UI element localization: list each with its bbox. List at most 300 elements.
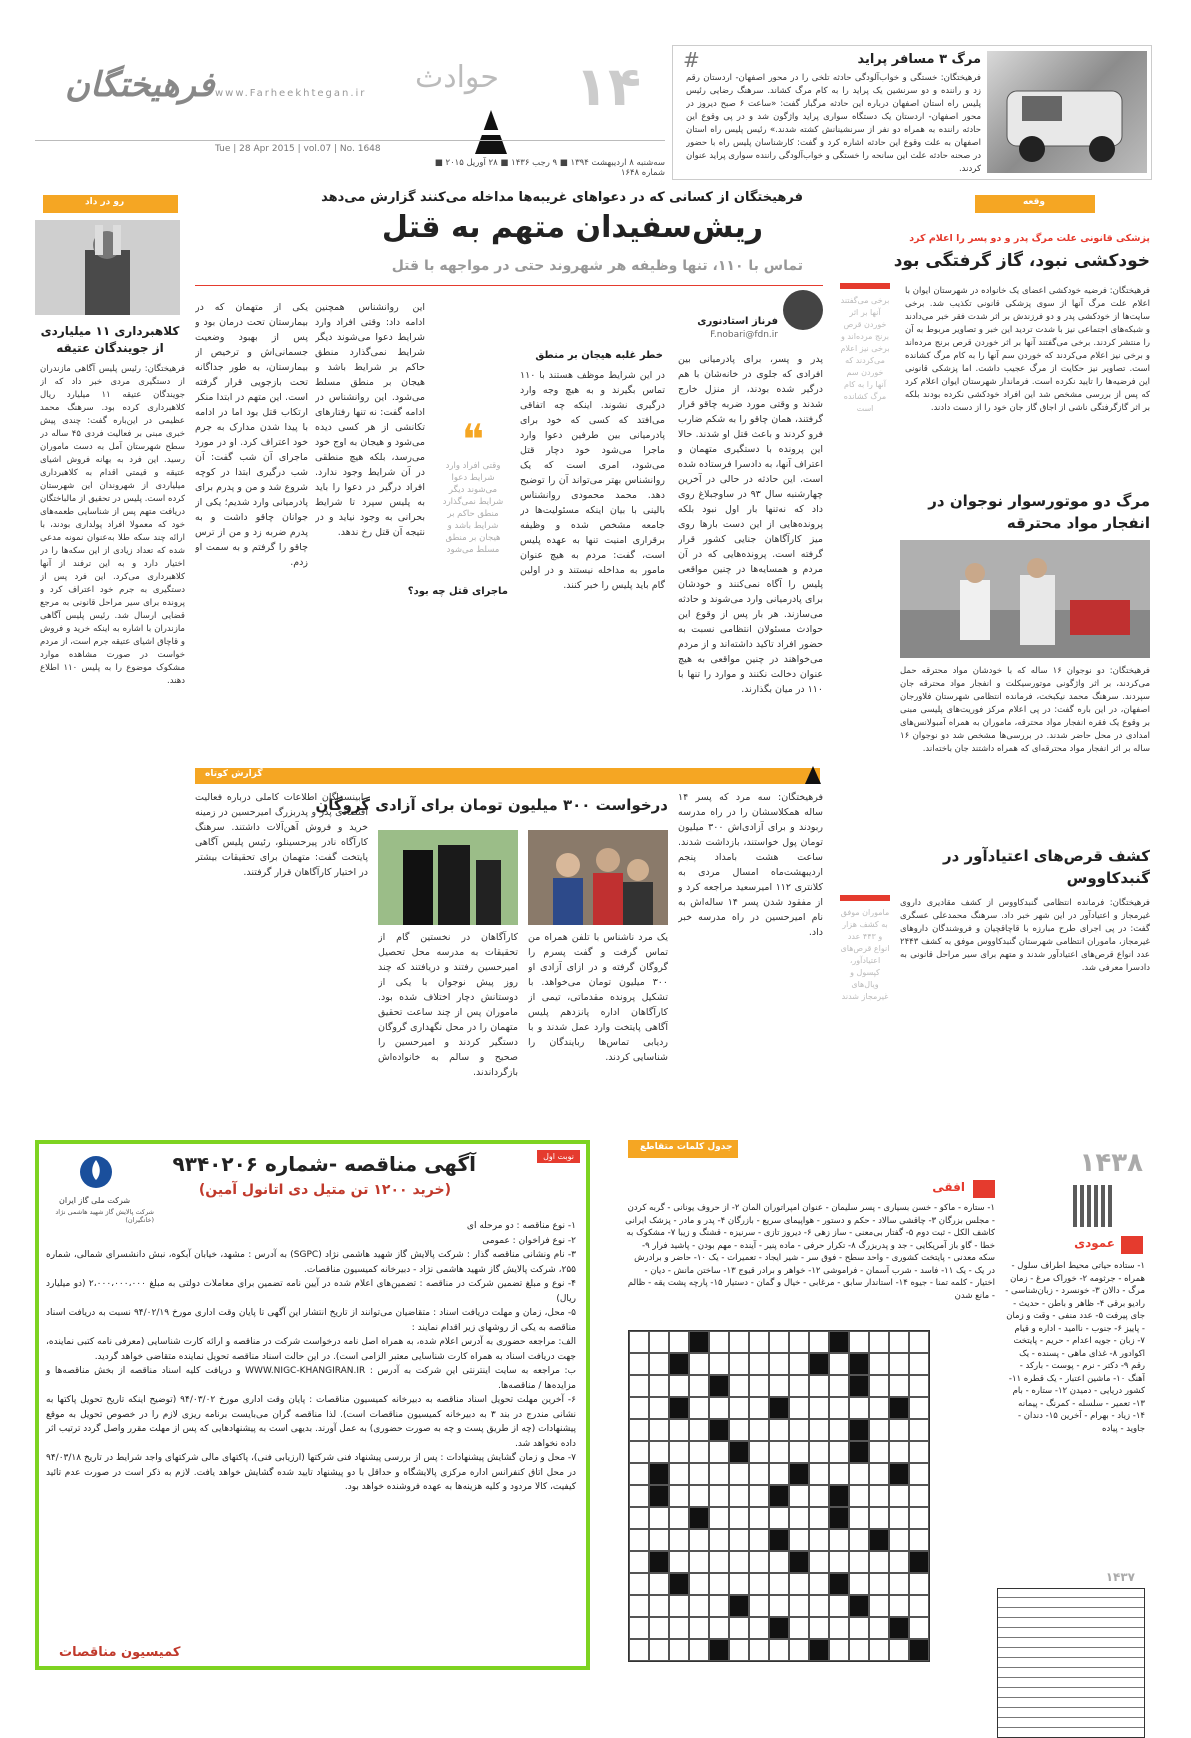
ad-title[interactable]: آگهی مناقصه -شماره ۹۳۴۰۲۰۶ [172, 1152, 476, 1176]
grid-cell[interactable] [709, 1397, 729, 1419]
grid-cell[interactable] [729, 1485, 749, 1507]
grid-cell[interactable] [829, 1419, 849, 1441]
grid-cell[interactable] [689, 1353, 709, 1375]
grid-cell[interactable] [829, 1529, 849, 1551]
tender-ad [35, 1140, 590, 1670]
ad-line: ۱- نوع مناقصه : دو مرحله ای [466, 1221, 576, 1231]
grid-cell[interactable] [649, 1375, 669, 1397]
grid-cell[interactable] [889, 1353, 909, 1375]
grid-cell[interactable] [629, 1441, 649, 1463]
grid-cell[interactable] [709, 1419, 729, 1441]
grid-cell[interactable] [749, 1331, 769, 1353]
grid-cell[interactable] [849, 1573, 869, 1595]
grid-cell[interactable] [729, 1573, 749, 1595]
grid-cell[interactable] [649, 1595, 669, 1617]
grid-cell[interactable] [669, 1375, 689, 1397]
main-column-1: پدر و پسر، برای پادرمیانی بین افرادی که جلوی در خانه‌شان با هم درگیر شده بودند، از منزل خارج شدند و وقتی مورد ضربه چاقو قرار گرفتند، همان چاقو را به شکم ضارب فرو کردند و باعث قتل او شدند. حالا این پرونده با دستگیری متهمان و اعتراف آنها، به دادسرا فرستاده شده است. این حادثه در حالی در آخرین چهارشنبه سال ۹۳ در ساوجبلاغ روی داد که نه‌تنها بار اول نبود بلکه پرونده‌هایی از این دست بارها روی میز کارآگاهان جنایی کشور قرار گرفته است. پرونده‌هایی که در آن مردم و همسایه‌ها در چنین مواقعی پلیس را آگاه نمی‌کنند و خودشان برای پادرمیانی وارد می‌شوند و حادثه می‌سازند. هر بار پس از وقوع این حوادث مسئولان انتظامی نسبت به حضور افراد تاکید داشته‌اند و از مردم می‌خواهند در چنین مواقعی به هیچ عنوان دخالت نکنند و موارد را تنها با ۱۱۰ در میان بگذارند. [678, 354, 823, 695]
grid-cell[interactable] [869, 1617, 889, 1639]
grid-cell[interactable] [709, 1463, 729, 1485]
hash-icon: # [683, 48, 700, 72]
grid-cell[interactable] [889, 1419, 909, 1441]
grid-cell[interactable] [769, 1507, 789, 1529]
grid-cell[interactable] [849, 1419, 869, 1441]
grid-cell[interactable] [829, 1463, 849, 1485]
grid-cell[interactable] [749, 1419, 769, 1441]
grid-cell[interactable] [649, 1529, 669, 1551]
grid-cell[interactable] [629, 1463, 649, 1485]
grid-cell[interactable] [669, 1353, 689, 1375]
grid-cell[interactable] [749, 1617, 769, 1639]
grid-cell[interactable] [909, 1595, 929, 1617]
grid-cell[interactable] [909, 1529, 929, 1551]
grid-cell[interactable] [889, 1639, 909, 1661]
right3-aside: ماموران موفق به کشف هزار و ۴۴۳ عدد انواع قرص‌های اعتیادآور، کپسول و ویال‌های غیرمجاز شدند [840, 908, 890, 1001]
grid-cell[interactable] [809, 1353, 829, 1375]
grid-cell[interactable] [709, 1639, 729, 1661]
grid-cell[interactable] [869, 1573, 889, 1595]
grid-cell[interactable] [809, 1397, 829, 1419]
firework-accident-photo [900, 540, 1150, 658]
grid-cell[interactable] [709, 1529, 729, 1551]
grid-cell[interactable] [689, 1573, 709, 1595]
grid-cell[interactable] [789, 1397, 809, 1419]
crossword-grid[interactable] [628, 1330, 930, 1662]
right1-body: فرهیختگان: فرضیه خودکشی اعضای یک خانواده در شهرستان ایوان با اعلام علت مرگ آنها از سوی پزشکی قانونی تکذیب شد. برخی سایت‌ها از خودکشی پدر و دو فرزندش بر اثر شدت فقر خبر می‌دادند و شبکه‌های اجتماعی نیز با شدت تردید این خبر و تصاویر مربوط به آن را منتشر کردند. برخی می‌گفتند آنها بر اثر خوردن قرص برنج مرده‌اند و برخی نیز اعلام می‌کردند که خوردن سم آنها را به کام مرگ کشانده است. تصاویر نیز حکایت از مرگ عجیب داشت. اما پزشکی قانونی این فرضیه‌ها را تایید نکرده است. فرماندار شهرستان ایوان اعلام کرد که پس از بررسی مشخص شد این افراد خودکشی نکرده بودند بلکه بر اثر گازگرفتگی ناشی از اجاق گاز جان خود را از دست دادند. [905, 286, 1150, 413]
quote-text: وقتی افراد وارد شرایط دعوا می‌شوند دیگر شرایط نمی‌گذارد منطق حاکم بر شرایط باشد و هیجان بر منطق مسلط می‌شود [442, 461, 504, 555]
grid-cell[interactable] [909, 1639, 929, 1661]
grid-cell[interactable] [829, 1617, 849, 1639]
grid-cell[interactable] [709, 1573, 729, 1595]
grid-cell[interactable] [809, 1485, 829, 1507]
grid-cell[interactable] [749, 1397, 769, 1419]
grid-cell[interactable] [669, 1507, 689, 1529]
ad-footer: کمیسیون مناقصات [59, 1645, 181, 1660]
top-news-title[interactable]: مرگ ۳ مسافر پراید [857, 52, 981, 67]
grid-cell[interactable] [889, 1551, 909, 1573]
grid-cell[interactable] [889, 1441, 909, 1463]
right-section-label: وقعه [1022, 197, 1045, 207]
date-persian: سه‌شنبه ۸ اردیبهشت ۱۳۹۴ ■ ۹ رجب ۱۴۳۶ ■ ۲۸ آوریل ۲۰۱۵ ■ شماره ۱۶۴۸ [434, 158, 665, 178]
kidnap-body-4: رابینسداگان اطلاعات کاملی درباره فعالیت اقتصادی پدر و پدربزرگ امیرحسین در زمینه خرید و فروش آهن‌آلات داشتند. سرهنگ کارآگاه نادر پیرحسینلو، رئیس پلیس آگاهی پایتخت گفت: متهمان برای تحقیقات بیشتر در اختیار کارآگاهان قرار گرفتند. [195, 792, 368, 878]
page-number: ۱۴ [575, 55, 641, 118]
grid-cell[interactable] [809, 1507, 829, 1529]
grid-cell[interactable] [869, 1397, 889, 1419]
right-column [835, 195, 1155, 1115]
grid-cell[interactable] [709, 1551, 729, 1573]
grid-cell[interactable] [809, 1573, 829, 1595]
crossword-label: جدول کلمات متقاطع [640, 1142, 733, 1152]
ad-line: ۳- نام ونشانی مناقصه گذار : شرکت پالایش گاز شهید هاشمی نژاد (SGPC) به آدرس : مشهد، خیابان آبکوه، نبش دانشسرای شمالی، شماره ۲۵۵، شرکت پالایش گاز شهید هاشمی نژاد - دبیرخانه کمیسیون مناقصات. [46, 1250, 576, 1275]
grid-cell[interactable] [889, 1375, 909, 1397]
top-news-body: فرهیختگان: خستگی و خواب‌آلودگی حادثه تلخی را در محور اصفهان- اردستان رقم زد و راننده و دو سرنشین یک پراید را به کام مرگ کشاند. سرهنگ رضایی رئیس پلیس راه استان اصفهان درباره این حادثه مرگبار گفت: «ساعت ۶ صبح دیروز در محور اصفهان- اردستان یک دستگاه سواری پراید واژگون شد و در پی وقوع این حادثه راننده به همراه دو نفر از سرنشینانش کشته شدند.» رئیس پلیس راه استان اصفهان به علت وقوع این حادثه اشاره کرد و گفت: کارشناسان پلیس راه با حضور در صحنه حادثه علت این سانحه را خستگی و خواب‌آلودگی راننده سواری پراید عنوان کردند. [686, 73, 981, 174]
grid-cell[interactable] [849, 1331, 869, 1353]
kidnap-title[interactable]: درخواست ۳۰۰ میلیون تومان برای آزادی گروگان [315, 796, 668, 814]
grid-cell[interactable] [829, 1595, 849, 1617]
newspaper-logo[interactable]: فرهیختگان [65, 65, 215, 105]
grid-cell[interactable] [809, 1441, 829, 1463]
antiques-column [35, 195, 185, 1095]
grid-cell[interactable] [909, 1485, 929, 1507]
grid-cell[interactable] [869, 1595, 889, 1617]
right2-body: فرهیختگان: دو نوجوان ۱۶ ساله که با خودشان مواد محترقه حمل می‌کردند، بر اثر واژگونی موتورسیکلت و انفجار مواد محترقه جان سپردند. سرهنگ محمد نیکبخت، فرمانده انتظامی شهرستان فلاورجان اصفهان، در این باره گفت: در پی اعلام مرکز فوریت‌های پلیسی مبنی بر وقوع یک فقره انفجار مواد محترقه، ماموران به همراه آمبولانس‌های امدادی در محل حاضر شدند. در بررسی‌ها مشخص شد دو نوجوان ۱۶ ساله بر اثر انفجار مواد محترقه‌ای که همراه داشتند جان باخته‌اند. [900, 666, 1150, 754]
grid-cell[interactable] [709, 1617, 729, 1639]
grid-cell[interactable] [869, 1353, 889, 1375]
grid-cell[interactable] [829, 1573, 849, 1595]
main-subtitle: تماس با ۱۱۰، تنها وظیفه هر شهروند حتی در مواجهه با قتل [391, 258, 803, 274]
grid-cell[interactable] [629, 1331, 649, 1353]
grid-cell[interactable] [749, 1595, 769, 1617]
grid-cell[interactable] [789, 1419, 809, 1441]
grid-cell[interactable] [689, 1441, 709, 1463]
grid-cell[interactable] [649, 1353, 669, 1375]
grid-cell[interactable] [909, 1331, 929, 1353]
grid-cell[interactable] [769, 1617, 789, 1639]
grid-cell[interactable] [809, 1595, 829, 1617]
grid-cell[interactable] [629, 1353, 649, 1375]
grid-cell[interactable] [849, 1551, 869, 1573]
main-column-4: یکی از متهمان که در بیمارستان تحت درمان بود و پس از بهبود وضعیت جسمانی‌اش و ترخیص از بیمارستان، به طور جداگانه تحت بازجویی قرار گرفته است. این متهم در ابتدا منکر ارتکاب قتل بود اما در ادامه با پیدا شدن مدارک به جرم خود اعتراف کرد. او در مورد ماجرای آن شب گفت: آن شب درگیری ابتدا در کوچه شروع شد و من و پدرم برای پادرمیانی وارد شدیم؛ یکی از جوانان چاقو داشت و به پدرم ضربه زد و من از ترس چاقو را گرفتم و به سمت او زدم. [195, 302, 308, 568]
grid-cell[interactable] [749, 1375, 769, 1397]
grid-cell[interactable] [769, 1375, 789, 1397]
grid-cell[interactable] [909, 1507, 929, 1529]
grid-cell[interactable] [769, 1419, 789, 1441]
grid-cell[interactable] [649, 1397, 669, 1419]
grid-cell[interactable] [749, 1485, 769, 1507]
ad-line: ۶- آخرین مهلت تحویل اسناد مناقصه به دبیرخانه کمیسیون مناقصات : پایان وقت اداری مورخ ۹۴/۰۳/۰۲ (توضیح اینکه تاریخ تحویل پاکتها به نشانی مندرج در بند ۳ به دبیرخانه کمیسیون مناقصات است). لذا مناقصه گران می‌بایست برنامه ریزی لازم را در خصوص تحویل به موقع پیشنهادات (چه از طریق پست و چه به صورت حضوری) به عمل آورند. بدیهی است به پیشنهادهایی که پس از مهلت مقرر واصل گردد ترتیب اثر داده نخواهد شد. [46, 1395, 576, 1449]
grid-cell[interactable] [769, 1551, 789, 1573]
cone-icon-small [805, 766, 821, 784]
grid-cell[interactable] [789, 1595, 809, 1617]
grid-cell[interactable] [869, 1551, 889, 1573]
grid-cell[interactable] [829, 1397, 849, 1419]
grid-cell[interactable] [809, 1617, 829, 1639]
grid-cell[interactable] [849, 1639, 869, 1661]
grid-cell[interactable] [729, 1617, 749, 1639]
grid-cell[interactable] [829, 1507, 849, 1529]
grid-cell[interactable] [849, 1397, 869, 1419]
grid-cell[interactable] [629, 1507, 649, 1529]
grid-cell[interactable] [869, 1375, 889, 1397]
grid-cell[interactable] [689, 1419, 709, 1441]
grid-cell[interactable] [769, 1441, 789, 1463]
grid-cell[interactable] [849, 1441, 869, 1463]
across-label: افقی [932, 1180, 965, 1194]
subhead-2: ماجرای قتل چه بود؟ [407, 586, 508, 597]
grid-cell[interactable] [729, 1529, 749, 1551]
grid-cell[interactable] [849, 1375, 869, 1397]
grid-cell[interactable] [869, 1463, 889, 1485]
grid-cell[interactable] [889, 1507, 909, 1529]
grid-cell[interactable] [729, 1441, 749, 1463]
grid-cell[interactable] [709, 1441, 729, 1463]
grid-cell[interactable] [909, 1617, 929, 1639]
grid-cell[interactable] [629, 1485, 649, 1507]
grid-cell[interactable] [809, 1639, 829, 1661]
down-label: عمودی [1074, 1236, 1115, 1250]
grid-cell[interactable] [709, 1595, 729, 1617]
main-column-3: این روانشناس همچنین ادامه داد: وقتی افراد وارد شرایط دعوا می‌شوند دیگر شرایط نمی‌گذارد منطق حاکم بر شرایط باشد و هیجان بر منطق مسلط می‌شود. این روانشناس در ادامه گفت: نه تنها رفتارهای تکانشی از هر کسی دیده می‌شود و هیجان به اوج خود می‌رسد، بلکه هیچ منطقی در آن شرایط وجود ندارد. افراد درگیر در دعوا را باید به پلیس سپرد تا شرایط بحرانی به وجود نیاید و در نتیجه آن قتل رخ ندهد. [315, 302, 425, 538]
grid-cell[interactable] [769, 1573, 789, 1595]
grid-cell[interactable] [689, 1331, 709, 1353]
kidnap-photo-2 [378, 830, 518, 925]
grid-cell[interactable] [649, 1331, 669, 1353]
date-english: Tue | 28 Apr 2015 | vol.07 | No. 1648 [215, 144, 381, 154]
grid-cell[interactable] [869, 1331, 889, 1353]
grid-cell[interactable] [709, 1331, 729, 1353]
grid-cell[interactable] [809, 1375, 829, 1397]
grid-cell[interactable] [629, 1529, 649, 1551]
grid-cell[interactable] [649, 1441, 669, 1463]
grid-cell[interactable] [789, 1441, 809, 1463]
grid-cell[interactable] [829, 1639, 849, 1661]
grid-cell[interactable] [629, 1419, 649, 1441]
grid-cell[interactable] [849, 1353, 869, 1375]
gas-company-logo [57, 1152, 135, 1194]
grid-cell[interactable] [849, 1507, 869, 1529]
grid-cell[interactable] [789, 1529, 809, 1551]
kidnap-story [195, 790, 823, 1110]
grid-cell[interactable] [809, 1463, 829, 1485]
grid-cell[interactable] [629, 1639, 649, 1661]
grid-cell[interactable] [789, 1507, 809, 1529]
grid-cell[interactable] [749, 1441, 769, 1463]
grid-cell[interactable] [829, 1331, 849, 1353]
grid-cell[interactable] [889, 1463, 909, 1485]
grid-cell[interactable] [689, 1529, 709, 1551]
main-story [195, 190, 823, 760]
grid-cell[interactable] [709, 1485, 729, 1507]
grid-cell[interactable] [629, 1551, 649, 1573]
grid-cell[interactable] [729, 1507, 749, 1529]
grid-cell[interactable] [849, 1595, 869, 1617]
grid-cell[interactable] [729, 1595, 749, 1617]
right3-body: فرهیختگان: فرمانده انتظامی گنبدکاووس از کشف مقادیری داروی غیرمجاز و اعتیادآور در این شهر خبر داد. سرهنگ محمدعلی عسگری گفت: در پی اجرای طرح مبارزه با قاچاقچیان و فروشندگان داروهای غیرمجاز، ماموران انتظامی شهرستان گنبدکاووس موفق به کشف ۲۴۴۳ عدد انواع قرص‌های اعتیادآور شدند و متهم برای سیر مراحل قانونی به دادسرا معرفی شد. [900, 898, 1150, 973]
grid-cell[interactable] [689, 1551, 709, 1573]
grid-cell[interactable] [829, 1375, 849, 1397]
grid-cell[interactable] [629, 1573, 649, 1595]
grid-cell[interactable] [789, 1551, 809, 1573]
right3-title[interactable]: کشف قرص‌های اعتیادآور در گنبدکاووس [942, 847, 1150, 887]
grid-cell[interactable] [769, 1639, 789, 1661]
grid-cell[interactable] [689, 1397, 709, 1419]
grid-cell[interactable] [849, 1617, 869, 1639]
grid-cell[interactable] [689, 1617, 709, 1639]
main-column-2: در این شرایط موظف هستند با ۱۱۰ تماس بگیرند و به هیچ وجه وارد درگیری نشوند. اینکه چه اتفاقی می‌افتد که کسی که خود برای پادرمیانی بین طرفین دعوا وارد ماجرا می‌شود خود دچار قتل می‌شود، امری است که یک روانشناس بهتر می‌تواند آن را توضیح دهد. محمد محمودی روانشناس بالینی با بیان اینکه مسئولیت‌ها در جامعه مشخص شده و وظیفه برقراری امنیت تنها به عهده پلیس است، گفت: مردم به هیچ عنوان مامور به مداخله نیستند و در اولین گام باید پلیس را خبر کنند. [520, 370, 665, 591]
grid-cell[interactable] [729, 1639, 749, 1661]
grid-cell[interactable] [809, 1331, 829, 1353]
grid-cell[interactable] [669, 1573, 689, 1595]
grid-cell[interactable] [829, 1551, 849, 1573]
grid-cell[interactable] [769, 1397, 789, 1419]
grid-cell[interactable] [789, 1639, 809, 1661]
grid-cell[interactable] [749, 1639, 769, 1661]
grid-cell[interactable] [769, 1529, 789, 1551]
ad-line[interactable]: ب: مراجعه به سایت اینترنتی این شرکت به آدرس : WWW.NIGC-KHANGIRAN.IR و دریافت کلیه اسناد مناقصه از بخش مناقصه‌ها و مزایده‌ها / مناقصه‌ها. [46, 1366, 576, 1391]
main-headline[interactable]: ریش‌سفیدان متهم به قتل [381, 210, 763, 245]
pull-quote [438, 415, 508, 555]
grid-cell[interactable] [629, 1617, 649, 1639]
grid-cell[interactable] [789, 1375, 809, 1397]
grid-cell[interactable] [629, 1397, 649, 1419]
grid-cell[interactable] [909, 1375, 929, 1397]
author-email[interactable]: F.nobari@fdn.ir [710, 330, 778, 340]
grid-cell[interactable] [669, 1441, 689, 1463]
grid-cell[interactable] [889, 1331, 909, 1353]
grid-cell[interactable] [809, 1529, 829, 1551]
right2-title[interactable]: مرگ دو موتورسوار نوجوان در انفجار مواد محترقه [928, 492, 1150, 532]
across-clues: ۱- ستاره - ماکو - خسن بسیاری - پسر سلیمان - عنوان امپراتوران المان ۲- از حروف یونانی - گربه کردن - مجلس بزرگان ۳- چاقشی سالاد - حکم و دستور - هواپیمای سریع - بازرگان ۴- پدر و مادر - پزشک ایرانی کاشف الکل - ثبت دوم ۵- گفتار بی‌معنی - ساز زهی ۶- دیروز تازی - سرنیزه - قشنگ و زیبا ۷- مشکوک به خطا - گاو باز آمریکایی - جد و پدربزرگ ۸- تکرار حرفی - ماده پنیر - آینده - مهم بودن - پاشید فرار ۹- سکه معدنی - پایتخت کشوری - واحد سطح - فوق سر - شیر ایجاد - تعمیرات - یک ۱۰- حاضر و برادرش در یک - یک ۱۱- فاسد - شرب آسمان - فراموشی ۱۲- خواهر و برادر قیوج ۱۳- ساختن مانش - دیان - اختیار - کلمه تمنا - جیوه ۱۴- استاندار سابق - مرغابی - خیال و گمان - دستیار ۱۵- پارچه پشت یقه - ظالم - مانع شدن [625, 1203, 995, 1301]
handcuff-photo [35, 220, 180, 315]
grid-cell[interactable] [889, 1529, 909, 1551]
grid-cell[interactable] [669, 1551, 689, 1573]
grid-cell[interactable] [869, 1529, 889, 1551]
grid-cell[interactable] [849, 1463, 869, 1485]
short-report-bar [195, 768, 820, 784]
grid-cell[interactable] [789, 1353, 809, 1375]
car-crash-photo [987, 51, 1147, 173]
grid-cell[interactable] [669, 1617, 689, 1639]
grid-cell[interactable] [829, 1441, 849, 1463]
grid-cell[interactable] [909, 1419, 929, 1441]
antiques-title[interactable]: کلاهبرداری ۱۱ میلیاردی از جویندگان عتیقه [40, 324, 180, 355]
grid-cell[interactable] [709, 1375, 729, 1397]
ad-line: ۷- محل و زمان گشایش پیشنهادات : پس از بررسی پیشنهاد فنی شرکتها (ارزیابی فنی)، پاکتهای مالی شرکتهای واجد شرایط در تاریخ ۹۴/۰۳/۱۸ در محل اتاق کنفرانس اداره مرکزی پالایشگاه و حداقل با دو پیشنهاد تایید شده گشایش خواهد یافت. لازم به ذکر است در صورت عدم تائید کیفیت، کالا مردود و کلیه هزینه‌ها به عهده فروشنده خواهد بود. [46, 1453, 576, 1492]
grid-cell[interactable] [729, 1463, 749, 1485]
grid-cell[interactable] [889, 1595, 909, 1617]
right1-title[interactable]: خودکشی نبود، گاز گرفتگی بود [893, 251, 1150, 271]
grid-cell[interactable] [809, 1419, 829, 1441]
grid-cell[interactable] [749, 1573, 769, 1595]
ad-line: ۵- محل، زمان و مهلت دریافت اسناد : متقاضیان می‌توانند از تاریخ انتشار این آگهی تا پایان وقت اداری مورخ ۹۴/۰۲/۱۹ نسبت به دریافت اسناد مناقصه به یکی از روشهای زیر اقدام نمایند : [46, 1308, 576, 1333]
grid-cell[interactable] [689, 1375, 709, 1397]
ad-lines [46, 1219, 576, 1495]
grid-cell[interactable] [809, 1551, 829, 1573]
grid-cell[interactable] [689, 1463, 709, 1485]
grid-cell[interactable] [889, 1397, 909, 1419]
previous-solution-grid [997, 1588, 1145, 1738]
grid-cell[interactable] [669, 1639, 689, 1661]
grid-cell[interactable] [789, 1617, 809, 1639]
grid-cell[interactable] [669, 1529, 689, 1551]
crossword [600, 1140, 1155, 1670]
grid-cell[interactable] [869, 1419, 889, 1441]
grid-cell[interactable] [649, 1485, 669, 1507]
grid-cell[interactable] [909, 1573, 929, 1595]
grid-cell[interactable] [789, 1573, 809, 1595]
qr-code[interactable] [1073, 1185, 1115, 1227]
grid-cell[interactable] [689, 1595, 709, 1617]
company-name: شرکت ملی گاز ایران [59, 1196, 131, 1205]
grid-cell[interactable] [729, 1375, 749, 1397]
grid-cell[interactable] [869, 1441, 889, 1463]
grid-cell[interactable] [869, 1507, 889, 1529]
grid-cell[interactable] [669, 1331, 689, 1353]
grid-cell[interactable] [729, 1331, 749, 1353]
section-label: رو در داد [85, 197, 125, 207]
grid-cell[interactable] [909, 1441, 929, 1463]
section-title: حوادث [415, 60, 499, 95]
grid-cell[interactable] [889, 1617, 909, 1639]
grid-cell[interactable] [909, 1551, 929, 1573]
grid-cell[interactable] [829, 1485, 849, 1507]
grid-cell[interactable] [769, 1353, 789, 1375]
crossword-number: ۱۴۳۸ [1079, 1148, 1143, 1178]
grid-cell[interactable] [729, 1353, 749, 1375]
kidnap-body-1: فرهیختگان: سه مرد که پسر ۱۴ ساله همکلاسشان را در راه مدرسه ربودند و برای آزادی‌اش ۳۰۰ میلیون تومان پول خواستند، بازداشت شدند. ساعت هشت بامداد پنجم اردیبهشت‌ماه امسال مردی به کلانتری ۱۱۲ امیرسعید مراجعه کرد و از مفقود شدن پسر ۱۴ ساله‌اش به نام امیرحسین در راه مدرسه خبر داد. [678, 792, 823, 938]
grid-cell[interactable] [669, 1397, 689, 1419]
grid-cell[interactable] [889, 1573, 909, 1595]
grid-cell[interactable] [669, 1419, 689, 1441]
grid-cell[interactable] [769, 1595, 789, 1617]
grid-cell[interactable] [629, 1375, 649, 1397]
grid-cell[interactable] [909, 1353, 929, 1375]
antiques-body: فرهیختگان: رئیس پلیس آگاهی مازندران از دستگیری مردی خبر داد که از جویندگان عتیقه ۱۱ میلیارد ریال کلاهبرداری کرده بود. سرهنگ محمد عظیمی در این‌باره گفت: چندی پیش خبری مبنی بر فعالیت فردی ۴۵ ساله در سطح شهرستان آمل به دست ماموران رسید. این فرد به بهانه فروش اشیای عتیقه و قیمتی اقدام به کلاهبرداری میلیاردی از شهروندان این شهرستان کرده است. پلیس در تحقیق از مالباختگان دریافت متهم پس از شناسایی طعمه‌های خود که معمولا افراد پولداری بودند، با ارائه چند سکه طلا به‌عنوان نمونه مدعی شده که تعداد زیادی از این سکه‌ها را در اختیار دارد و به این ترفند از آنها کلاهبرداری می‌کرد. این فرد پس از دستگیری به جرم خود اعتراف کرد و پرونده برای سیر مراحل قانونی به مرجع قضایی ارسال شد. رئیس پلیس آگاهی مازندران با اشاره به اینکه خرید و فروش و قاچاق اشیای عتیقه جرم است، از مردم خواست در صورت مشاهده موارد مشکوک موضوع را به پلیس ۱۱۰ اطلاع دهند. [40, 364, 185, 686]
grid-cell[interactable] [749, 1507, 769, 1529]
grid-cell[interactable] [649, 1507, 669, 1529]
kidnap-photo-1 [528, 830, 668, 925]
grid-cell[interactable] [649, 1573, 669, 1595]
kidnap-body-2: یک مرد ناشناس با تلفن همراه من تماس گرفت و گفت پسرم را گروگان گرفته و در ازای آزادی او ۳۰۰ میلیون تومان می‌خواهد. با تشکیل پرونده مقدماتی، تیمی از کارآگاهان اداره پانزدهم پلیس آگاهی پایتخت وارد عمل شدند و با ردیابی تماس‌ها ربایندگان را شناسایی کردند. [528, 932, 668, 1063]
grid-cell[interactable] [709, 1507, 729, 1529]
grid-cell[interactable] [649, 1419, 669, 1441]
grid-cell[interactable] [689, 1507, 709, 1529]
grid-cell[interactable] [749, 1463, 769, 1485]
masthead [35, 40, 665, 180]
quote-open-icon: ❝ [461, 415, 485, 464]
grid-cell[interactable] [669, 1463, 689, 1485]
grid-cell[interactable] [689, 1485, 709, 1507]
grid-cell[interactable] [889, 1485, 909, 1507]
grid-cell[interactable] [869, 1485, 889, 1507]
grid-cell[interactable] [769, 1485, 789, 1507]
grid-cell[interactable] [729, 1397, 749, 1419]
grid-cell[interactable] [649, 1463, 669, 1485]
grid-cell[interactable] [769, 1463, 789, 1485]
ad-badge: نوبت اول [537, 1150, 580, 1163]
grid-cell[interactable] [769, 1331, 789, 1353]
grid-cell[interactable] [749, 1551, 769, 1573]
grid-cell[interactable] [629, 1595, 649, 1617]
grid-cell[interactable] [649, 1639, 669, 1661]
grid-cell[interactable] [869, 1639, 889, 1661]
grid-cell[interactable] [789, 1485, 809, 1507]
ad-line: ۲- نوع فراخوان : عمومی [482, 1235, 576, 1246]
grid-cell[interactable] [689, 1639, 709, 1661]
grid-cell[interactable] [829, 1353, 849, 1375]
grid-cell[interactable] [649, 1617, 669, 1639]
grid-cell[interactable] [909, 1397, 929, 1419]
grid-cell[interactable] [669, 1485, 689, 1507]
grid-cell[interactable] [849, 1529, 869, 1551]
subhead-1: خطر غلبه هیجان بر منطق [535, 350, 663, 361]
grid-cell[interactable] [729, 1551, 749, 1573]
right1-kicker: پزشکی قانونی علت مرگ پدر و دو پسر را اعلام کرد [909, 233, 1150, 244]
grid-cell[interactable] [909, 1463, 929, 1485]
grid-cell[interactable] [709, 1353, 729, 1375]
grid-cell[interactable] [789, 1331, 809, 1353]
grid-cell[interactable] [729, 1419, 749, 1441]
grid-cell[interactable] [669, 1595, 689, 1617]
right1-aside: برخی می‌گفتند آنها بر اثر خوردن قرص برنج مرده‌اند و برخی نیز اعلام می‌کردند که خوردن سم آنها را به کام مرگ کشانده است [840, 296, 890, 413]
site-url[interactable]: www.Farheekhtegan.ir [215, 88, 367, 99]
grid-cell[interactable] [649, 1551, 669, 1573]
grid-cell[interactable] [849, 1485, 869, 1507]
grid-cell[interactable] [789, 1463, 809, 1485]
grid-cell[interactable] [749, 1353, 769, 1375]
previous-puzzle-number: ۱۴۳۷ [1105, 1570, 1135, 1584]
top-news-box [672, 45, 1152, 180]
grid-cell[interactable] [749, 1529, 769, 1551]
